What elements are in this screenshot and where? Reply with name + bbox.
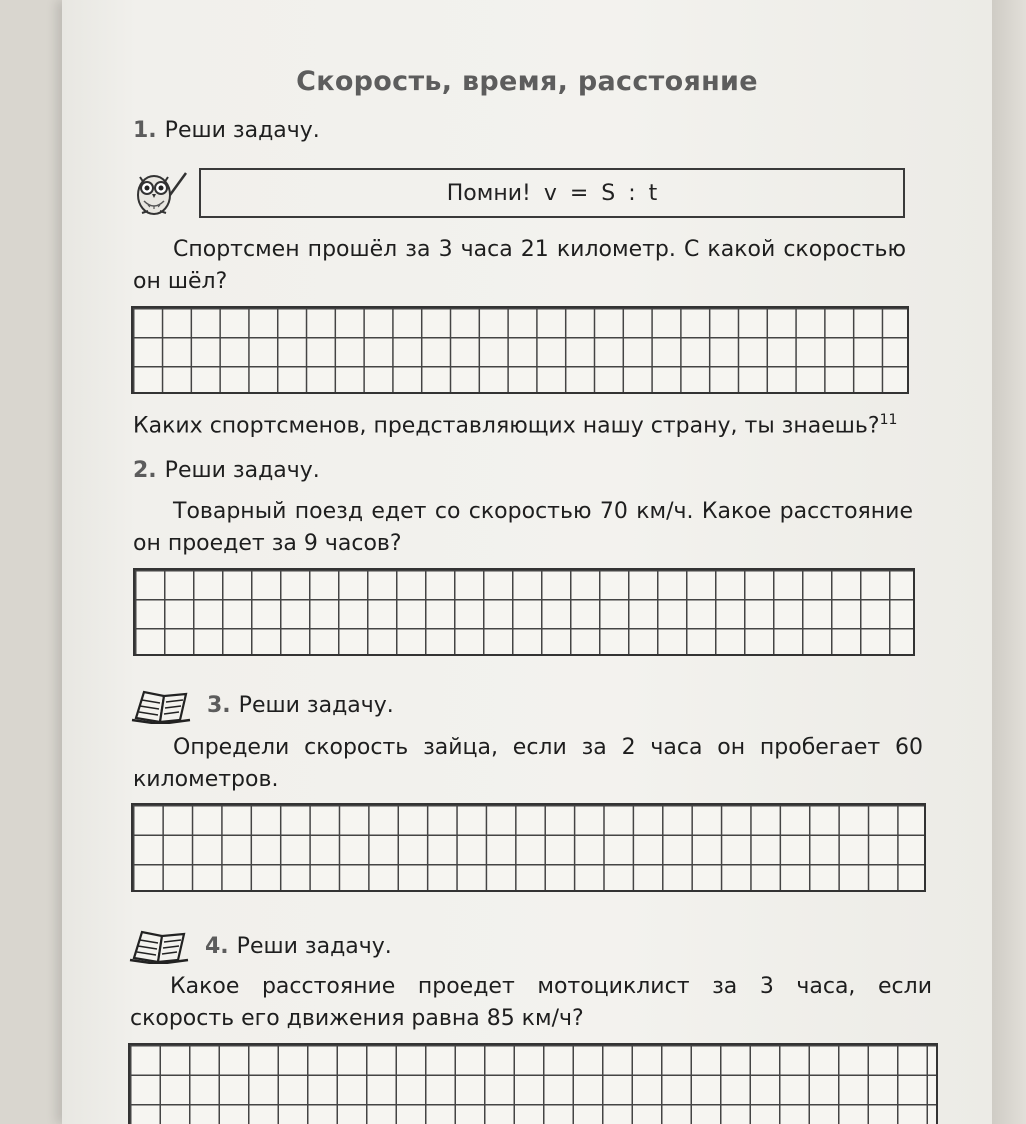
task-1-problem-text: Спортсмен прошёл за 3 часа 21 километр. С какой скоростью он шёл? xyxy=(133,237,906,294)
rule-text: Помни! v = S : t xyxy=(446,180,658,206)
task-3-problem xyxy=(133,732,923,796)
task-4-label: Реши задачу. xyxy=(236,934,392,959)
task-3-label: Реши задачу. xyxy=(238,693,394,718)
task-1-heading xyxy=(133,118,320,143)
footnote-mark: 11 xyxy=(879,412,898,428)
task-1-question-text: Каких спортсменов, представляющих нашу страну, ты знаешь? xyxy=(133,413,880,439)
task-1-label: Реши задачу. xyxy=(164,118,320,143)
book-icon xyxy=(130,688,194,724)
task-1-question xyxy=(133,404,933,442)
task-4-problem-text: Какое расстояние проедет мотоциклист за 3 часа, если скорость его движения равна 85 км/ч? xyxy=(130,974,932,1031)
task-3-number: 3. xyxy=(207,693,231,718)
page-edge xyxy=(992,0,1026,1124)
task-2-heading xyxy=(133,458,320,483)
task-1-problem xyxy=(133,234,906,298)
task-2-label: Реши задачу. xyxy=(164,458,320,483)
answer-grid-4[interactable] xyxy=(128,1043,938,1124)
task-2-problem-text: Товарный поезд едет со скоростью 70 км/ч. Какое расстояние он проедет за 9 часов? xyxy=(133,499,913,556)
owl-icon xyxy=(128,165,190,217)
answer-grid-2[interactable] xyxy=(133,568,915,656)
rule-box xyxy=(199,168,905,218)
task-2-problem xyxy=(133,496,913,560)
task-4-problem xyxy=(130,971,932,1035)
task-3-heading xyxy=(207,693,394,718)
task-3-problem-text: Определи скорость зайца, если за 2 часа он пробегает 60 километров. xyxy=(133,735,923,792)
page-title: Скорость, время, расстояние xyxy=(296,66,758,97)
answer-grid-1[interactable] xyxy=(131,306,909,394)
task-4-heading xyxy=(205,934,392,959)
task-2-number: 2. xyxy=(133,458,157,483)
task-1-number: 1. xyxy=(133,118,157,143)
book-icon xyxy=(128,928,192,964)
answer-grid-3[interactable] xyxy=(131,803,926,892)
task-4-number: 4. xyxy=(205,934,229,959)
